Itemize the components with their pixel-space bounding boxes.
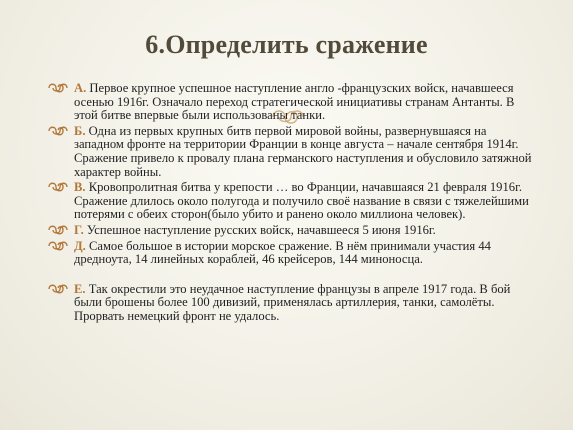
item-letter: Е.: [74, 281, 86, 296]
double-loop-bullet-icon: [48, 224, 68, 236]
list-item-b: [48, 125, 533, 179]
item-text: Одна из первых крупных битв первой мировой войны, развернувшаяся на западном фронте на территории Франции в конце августа – начале сентября 1914г. Сражение привело к провалу плана германского наступления и обусловило затяжной характер войны.: [74, 123, 532, 179]
list-item-g: [48, 224, 533, 238]
double-loop-bullet-icon: [48, 240, 68, 252]
item-letter: Г.: [74, 222, 84, 237]
list-item-e: [48, 283, 533, 324]
slide-title: 6.Определить сражение: [145, 30, 428, 59]
item-letter: Б.: [74, 123, 86, 138]
list-item-a: [48, 82, 533, 123]
battle-list: [48, 82, 533, 326]
item-text: Кровопролитная битва у крепости … во Франции, начавшаяся 21 февраля 1916г. Сражение длилось около полугода и получило своё название в связи с тяжелейшими потерями с обеих сторон(было убито и ранено около миллиона человек).: [74, 180, 529, 222]
double-loop-bullet-icon: [48, 181, 68, 193]
list-item-v: [48, 181, 533, 222]
item-text: Самое большое в истории морское сражение. В нём принимали участия 44 дредноута, 14 линейных кораблей, 46 крейсеров, 144 миноносца.: [74, 238, 491, 267]
item-letter: В.: [74, 180, 86, 195]
double-loop-bullet-icon: [48, 82, 68, 94]
item-text: Первое крупное успешное наступление англо -французских войск, начавшееся осенью 1916г. Означало переход стратегической инициативы странам Антанты. В этой битве впервые были использованы танки.: [74, 81, 515, 123]
item-letter: А.: [74, 81, 87, 95]
item-text: Успешное наступление русских войск, начавшееся 5 июня 1916г.: [83, 222, 436, 237]
list-item-d: [48, 240, 533, 267]
double-loop-bullet-icon: [48, 283, 68, 295]
item-letter: Д.: [74, 238, 86, 253]
double-loop-bullet-icon: [48, 125, 68, 137]
item-text: Так окрестили это неудачное наступление французы в апреле 1917 года. В бой были брошены более 100 дивизий, применялась артиллерия, танки, самолёты. Прорвать немецкий фронт не удалось.: [74, 281, 511, 323]
